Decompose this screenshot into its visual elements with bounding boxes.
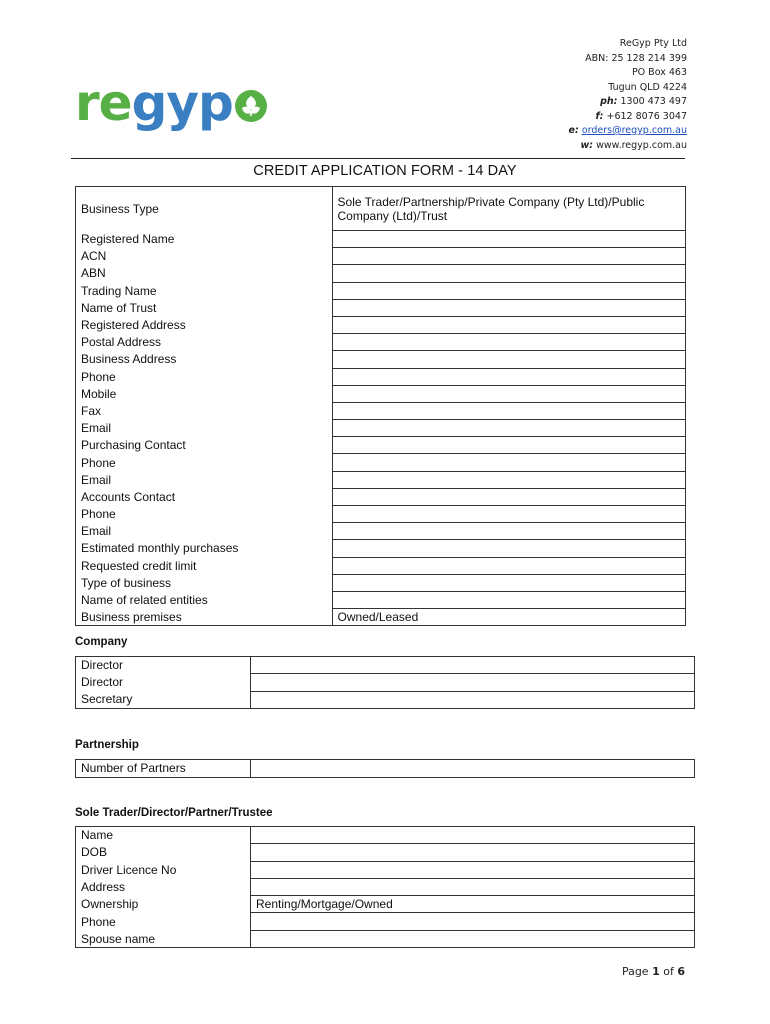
company-city: Tugun QLD 4224 xyxy=(608,81,687,93)
table-row xyxy=(76,913,695,930)
company-name: ReGyp Pty Ltd xyxy=(619,38,687,49)
email-link[interactable]: orders@regyp.com.au xyxy=(581,125,687,136)
row-label: Registered Name xyxy=(76,231,333,248)
table-row xyxy=(76,316,686,333)
row-label: Phone xyxy=(76,506,333,523)
table-row xyxy=(76,437,686,454)
row-label: Estimated monthly purchases xyxy=(76,540,333,557)
company-po-box: PO Box 463 xyxy=(631,67,687,78)
row-input-cell[interactable] xyxy=(332,282,685,299)
row-input-cell[interactable] xyxy=(332,591,685,608)
logo-wordmark: regyp xyxy=(75,74,233,132)
table-row xyxy=(76,930,695,947)
table-row xyxy=(76,282,686,299)
row-label: Business Address xyxy=(76,351,333,368)
table-row xyxy=(76,351,686,368)
row-input-cell[interactable]: Owned/Leased xyxy=(332,609,685,626)
row-label: Postal Address xyxy=(76,334,333,351)
row-label: Director xyxy=(76,657,251,674)
table-row xyxy=(76,574,686,591)
row-label: ABN xyxy=(76,265,333,282)
regyp-logo xyxy=(75,74,275,134)
table-row xyxy=(76,844,695,861)
table-row xyxy=(76,861,695,878)
row-input-cell[interactable] xyxy=(251,674,695,691)
table-row xyxy=(76,657,695,674)
header-rule xyxy=(71,158,685,159)
table-row xyxy=(76,691,695,708)
table-row xyxy=(76,591,686,608)
form-title: CREDIT APPLICATION FORM - 14 DAY xyxy=(253,163,517,179)
row-input-cell[interactable] xyxy=(332,574,685,591)
business-type-options[interactable]: Sole Trader/Partnership/Private Company (Pty Ltd)/Public Company (Ltd)/Trust xyxy=(332,187,685,231)
company-phone: ph: 1300 473 497 xyxy=(600,96,687,107)
partnership-table xyxy=(75,759,695,778)
table-row xyxy=(76,674,695,691)
table-row xyxy=(76,878,695,895)
table-row xyxy=(76,420,686,437)
table-row xyxy=(76,265,686,282)
row-input-cell[interactable] xyxy=(332,316,685,333)
row-label: Purchasing Contact xyxy=(76,437,333,454)
table-row xyxy=(76,248,686,265)
table-row xyxy=(76,557,686,574)
table-row xyxy=(76,402,686,419)
company-table xyxy=(75,656,695,709)
row-input-cell[interactable] xyxy=(332,454,685,471)
row-label: Email xyxy=(76,523,333,540)
row-label: DOB xyxy=(76,844,251,861)
row-input-cell[interactable] xyxy=(332,231,685,248)
row-input-cell[interactable] xyxy=(251,878,695,895)
row-input-cell[interactable] xyxy=(332,506,685,523)
row-input-cell[interactable] xyxy=(332,368,685,385)
business-details-table xyxy=(75,186,686,626)
table-row xyxy=(76,506,686,523)
row-input-cell[interactable] xyxy=(251,913,695,930)
table-row xyxy=(76,334,686,351)
row-label: Phone xyxy=(76,913,251,930)
row-label: Email xyxy=(76,471,333,488)
row-input-cell[interactable] xyxy=(251,930,695,947)
company-abn: ABN: 25 128 214 399 xyxy=(585,52,687,64)
row-label: Name xyxy=(76,827,251,844)
row-label: Trading Name xyxy=(76,282,333,299)
row-label: Fax xyxy=(76,402,333,419)
row-label: Secretary xyxy=(76,691,251,708)
row-label: Address xyxy=(76,878,251,895)
row-input-cell[interactable] xyxy=(332,471,685,488)
table-row xyxy=(76,385,686,402)
table-row xyxy=(76,760,695,778)
row-input-cell[interactable] xyxy=(332,402,685,419)
row-label: Phone xyxy=(76,454,333,471)
row-label: Mobile xyxy=(76,385,333,402)
business-type-label: Business Type xyxy=(76,187,333,231)
row-input-cell[interactable] xyxy=(251,691,695,708)
row-input-cell[interactable]: Renting/Mortgage/Owned xyxy=(251,896,695,913)
row-input-cell[interactable] xyxy=(251,827,695,844)
leaf-circle-icon xyxy=(233,88,269,124)
row-label: Phone xyxy=(76,368,333,385)
row-label: Email xyxy=(76,420,333,437)
row-label: Driver Licence No xyxy=(76,861,251,878)
company-web: w: www.regyp.com.au xyxy=(580,139,687,151)
row-label: ACN xyxy=(76,248,333,265)
table-row xyxy=(76,827,695,844)
row-input-cell[interactable] xyxy=(251,760,695,778)
row-label: Ownership xyxy=(76,896,251,913)
row-input-cell[interactable] xyxy=(332,523,685,540)
page-footer: Page 1 of 6 xyxy=(621,965,685,978)
row-input-cell[interactable] xyxy=(332,334,685,351)
company-heading: Company xyxy=(75,636,128,648)
row-input-cell[interactable] xyxy=(332,265,685,282)
sole-trader-table xyxy=(75,826,695,948)
company-details xyxy=(569,37,687,153)
row-label: Name of Trust xyxy=(76,299,333,316)
row-input-cell[interactable] xyxy=(332,557,685,574)
row-input-cell[interactable] xyxy=(332,385,685,402)
row-input-cell[interactable] xyxy=(332,420,685,437)
table-row xyxy=(76,231,686,248)
row-input-cell[interactable] xyxy=(332,488,685,505)
row-input-cell[interactable] xyxy=(251,861,695,878)
company-email: e: orders@regyp.com.au xyxy=(568,125,687,136)
row-label: Registered Address xyxy=(76,316,333,333)
table-row xyxy=(76,540,686,557)
partnership-heading: Partnership xyxy=(75,739,139,751)
row-input-cell[interactable] xyxy=(332,540,685,557)
table-row xyxy=(76,454,686,471)
table-row xyxy=(76,368,686,385)
row-input-cell[interactable] xyxy=(332,299,685,316)
table-row xyxy=(76,609,686,626)
row-input-cell[interactable] xyxy=(332,248,685,265)
row-label: Type of business xyxy=(76,574,333,591)
row-input-cell[interactable] xyxy=(332,351,685,368)
row-label: Business premises xyxy=(76,609,333,626)
sole-trader-heading: Sole Trader/Director/Partner/Trustee xyxy=(75,807,273,819)
table-row xyxy=(76,896,695,913)
row-label: Spouse name xyxy=(76,930,251,947)
row-label: Number of Partners xyxy=(76,760,251,778)
row-label: Director xyxy=(76,674,251,691)
row-input-cell[interactable] xyxy=(251,657,695,674)
table-row xyxy=(76,471,686,488)
row-input-cell[interactable] xyxy=(332,437,685,454)
company-fax: f: +612 8076 3047 xyxy=(595,110,687,122)
row-input-cell[interactable] xyxy=(251,844,695,861)
row-label: Requested credit limit xyxy=(76,557,333,574)
row-label: Name of related entities xyxy=(76,591,333,608)
row-label: Accounts Contact xyxy=(76,488,333,505)
table-row xyxy=(76,299,686,316)
table-row xyxy=(76,488,686,505)
table-row xyxy=(76,523,686,540)
